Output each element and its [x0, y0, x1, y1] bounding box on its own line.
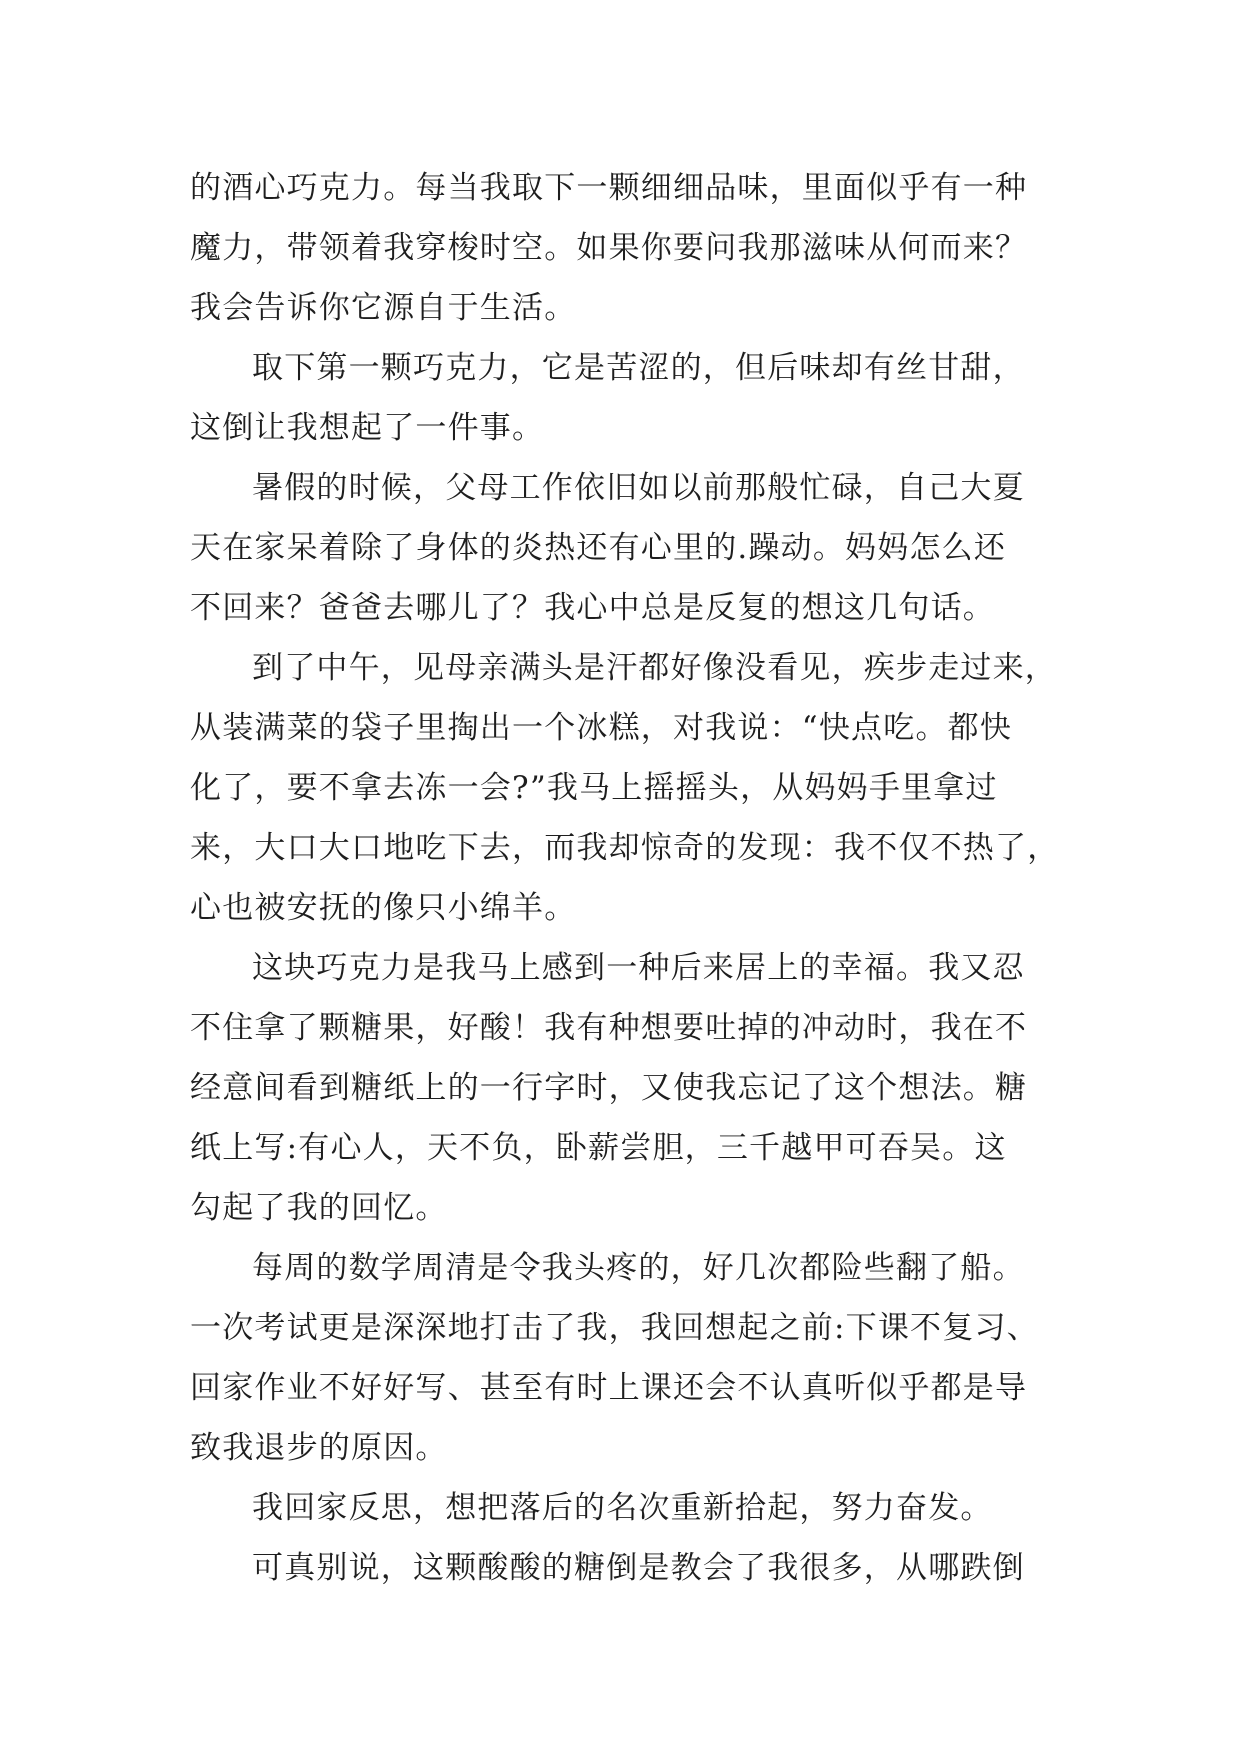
essay-body: [190, 158, 1060, 1598]
text-line: 致我退步的原因。: [190, 1430, 448, 1466]
text-line: 勾起了我的回忆。: [190, 1190, 448, 1226]
text-line: 纸上写:有心人，天不负，卧薪尝胆，三千越甲可吞吴。这: [190, 1130, 1007, 1166]
text-line: 一次考试更是深深地打击了我，我回想起之前:下课不复习、: [190, 1310, 1039, 1346]
paragraph-first-line: 可真别说，这颗酸酸的糖倒是教会了我很多，从哪跌倒: [252, 1550, 1025, 1586]
text-line: 回家作业不好好写、甚至有时上课还会不认真听似乎都是导: [190, 1370, 1028, 1406]
text-line: 心也被安抚的像只小绵羊。: [190, 890, 577, 926]
paragraph-first-line: 我回家反思，想把落后的名次重新拾起，努力奋发。: [252, 1490, 993, 1526]
text-line: 从装满菜的袋子里掏出一个冰糕，对我说：“快点吃。都快: [190, 710, 1013, 746]
text-line: 这倒让我想起了一件事。: [190, 410, 545, 446]
paragraph-first-line: 取下第一颗巧克力，它是苦涩的，但后味却有丝甘甜，: [252, 350, 1025, 386]
paragraph-first-line: 暑假的时候，父母工作依旧如以前那般忙碌，自己大夏: [252, 470, 1025, 506]
text-line: 魔力，带领着我穿梭时空。如果你要问我那滋味从何而来？: [190, 230, 1028, 266]
text-line: 不住拿了颗糖果，好酸！我有种想要吐掉的冲动时，我在不: [190, 1010, 1028, 1046]
text-line: 我会告诉你它源自于生活。: [190, 290, 577, 326]
text-line: 不回来？爸爸去哪儿了？我心中总是反复的想这几句话。: [190, 590, 995, 626]
text-line: 化了，要不拿去冻一会?”我马上摇摇头，从妈妈手里拿过: [190, 770, 998, 806]
text-line: 经意间看到糖纸上的一行字时，又使我忘记了这个想法。糖: [190, 1070, 1028, 1106]
text-line: 天在家呆着除了身体的炎热还有心里的.躁动。妈妈怎么还: [190, 530, 1007, 566]
paragraph-first-line: 这块巧克力是我马上感到一种后来居上的幸福。我又忍: [252, 950, 1025, 986]
text-line: 来，大口大口地吃下去，而我却惊奇的发现：我不仅不热了，: [190, 830, 1060, 866]
paragraph-first-line: 到了中午，见母亲满头是汗都好像没看见，疾步走过来，: [252, 650, 1057, 686]
text-line: 的酒心巧克力。每当我取下一颗细细品味，里面似乎有一种: [190, 170, 1028, 206]
paragraph-first-line: 每周的数学周清是令我头疼的，好几次都险些翻了船。: [252, 1250, 1025, 1286]
